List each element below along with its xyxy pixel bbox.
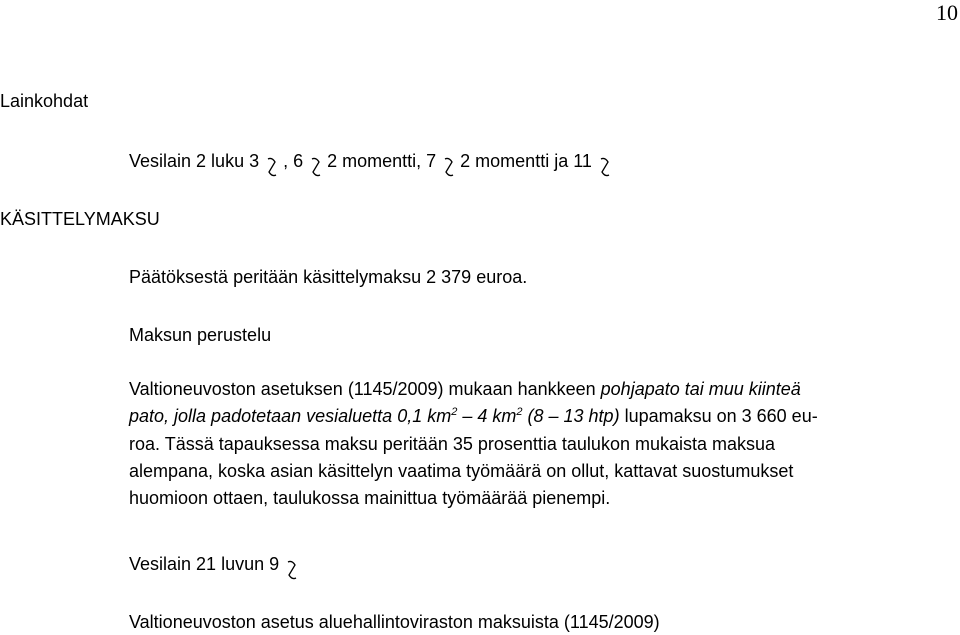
fee-statement: Päätöksestä peritään käsittelymaksu 2 379 euroa. — [129, 267, 528, 287]
laws-line — [129, 150, 616, 177]
superscript-2: 2 — [451, 406, 458, 419]
reference-law — [129, 553, 303, 580]
reason-line-2 — [129, 403, 949, 430]
reason-line-2-d: lupamaksu on 3 660 eu- — [619, 406, 818, 427]
superscript-2: 2 — [516, 406, 523, 419]
reason-line-5: huomioon ottaen, taulukossa mainittua työmäärää pienempi. — [129, 488, 611, 509]
section-sign-icon — [442, 157, 456, 177]
reference-law-text: Vesilain 21 luvun 9 — [129, 554, 280, 574]
reason-line-2-b: – 4 km — [457, 406, 517, 427]
laws-line-part3: 2 momentti, 7 — [327, 151, 437, 171]
reason-line-3: roa. Tässä tapauksessa maksu peritään 35 prosenttia taulukon mukaista maksua — [129, 433, 776, 454]
section-sign-icon — [285, 560, 299, 580]
reason-line-1 — [129, 376, 949, 403]
reason-paragraph — [129, 376, 949, 512]
page-number: 10 — [936, 0, 958, 25]
reason-line-2-a: pato, jolla padotetaan vesialuetta 0,1 km — [129, 406, 452, 427]
fee-heading: KÄSITTELYMAKSU — [0, 209, 160, 229]
section-sign-icon — [309, 157, 323, 177]
laws-heading: Lainkohdat — [0, 91, 89, 111]
reason-line-4: alempana, koska asian käsittelyn vaatima työmäärä on ollut, kattavat suostumukset — [129, 460, 794, 481]
section-sign-icon — [598, 157, 612, 177]
reason-line-1-italic: pohjapato tai muu kiinteä — [600, 379, 801, 399]
reason-line-2-c: (8 – 13 htp) — [522, 406, 620, 427]
laws-line-part4: 2 momentti ja 11 — [460, 151, 592, 171]
reference-decree: Valtioneuvoston asetus aluehallintoviraston maksuista (1145/2009) — [129, 612, 660, 632]
reason-heading: Maksun perustelu — [129, 325, 272, 345]
reason-line-2-italic — [129, 406, 620, 426]
section-sign-icon — [265, 157, 279, 177]
laws-line-part2: , 6 — [283, 151, 304, 171]
laws-line-part1: Vesilain 2 luku 3 — [129, 151, 260, 171]
reason-line-1-text: Valtioneuvoston asetuksen (1145/2009) mukaan hankkeen — [129, 379, 601, 399]
